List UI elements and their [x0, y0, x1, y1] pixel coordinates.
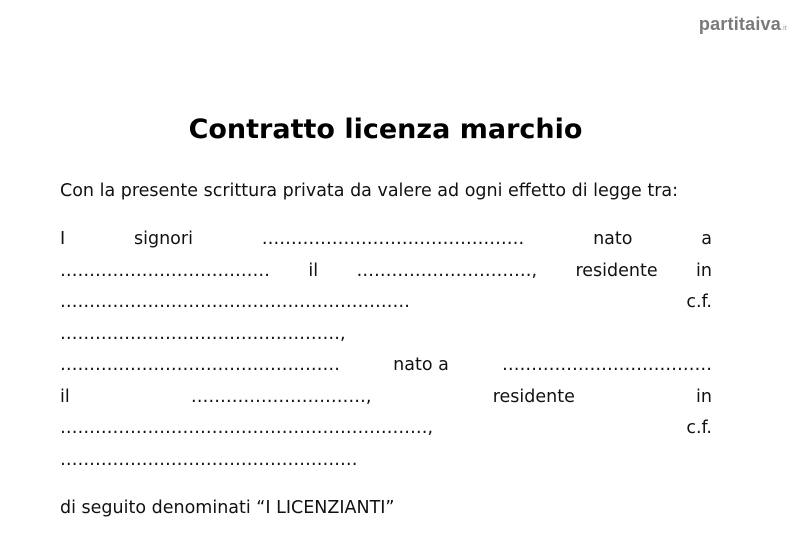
line-word: I — [60, 229, 66, 249]
paragraph-line-2 — [60, 261, 712, 293]
line-word: in — [696, 260, 712, 281]
intro-paragraph: Con la presente scrittura privata da valere ad ogni effetto di legge tra: — [60, 181, 679, 201]
blank-field-residence-2: ………………………………………………………, — [60, 418, 434, 438]
line-word: residente — [575, 260, 658, 281]
paragraph-line-6 — [60, 387, 712, 419]
blank-field-birthdate-1: …………………………, — [356, 260, 538, 281]
line-word: signori — [133, 229, 193, 249]
blank-field-name-2: ………………………………………… — [60, 355, 340, 375]
blank-field-birthdate-2: …………………………, — [190, 386, 372, 407]
line-word: nato a — [393, 355, 449, 375]
blank-field-birthplace-2: ……………………………… — [501, 355, 712, 375]
blank-field-fiscal-code-2: …………………………………………… — [60, 449, 358, 470]
blank-field-residence-1: …………………………………………………… — [60, 292, 410, 312]
blank-field-name-1: ……………………………………… — [261, 229, 525, 249]
line-word: nato — [593, 229, 633, 249]
line-word: in — [696, 386, 712, 407]
paragraph-line-3 — [60, 292, 712, 324]
partitaiva-logo — [699, 14, 787, 35]
paragraph-line-7 — [60, 418, 712, 450]
paragraph-line-1 — [60, 229, 712, 261]
paragraph-line-5 — [60, 355, 712, 387]
logo-name: partitaiva — [698, 14, 781, 34]
line-word: il — [60, 386, 70, 407]
line-word: c.f. — [686, 292, 712, 312]
line-word: c.f. — [686, 418, 712, 438]
logo-tld: .it — [780, 25, 787, 32]
line-word: residente — [492, 386, 575, 407]
closing-line: di seguito denominati “I LICENZIANTI” — [60, 498, 395, 518]
paragraph-line-8 — [60, 450, 712, 482]
document-title: Contratto licenza marchio — [188, 114, 583, 145]
line-word: il — [308, 260, 319, 281]
line-word: a — [701, 229, 712, 249]
parties-paragraph — [60, 229, 712, 481]
blank-field-fiscal-code-1: …………………………………………, — [60, 323, 346, 344]
blank-field-birthplace-1: ……………………………… — [60, 260, 270, 281]
paragraph-line-4 — [60, 324, 712, 356]
